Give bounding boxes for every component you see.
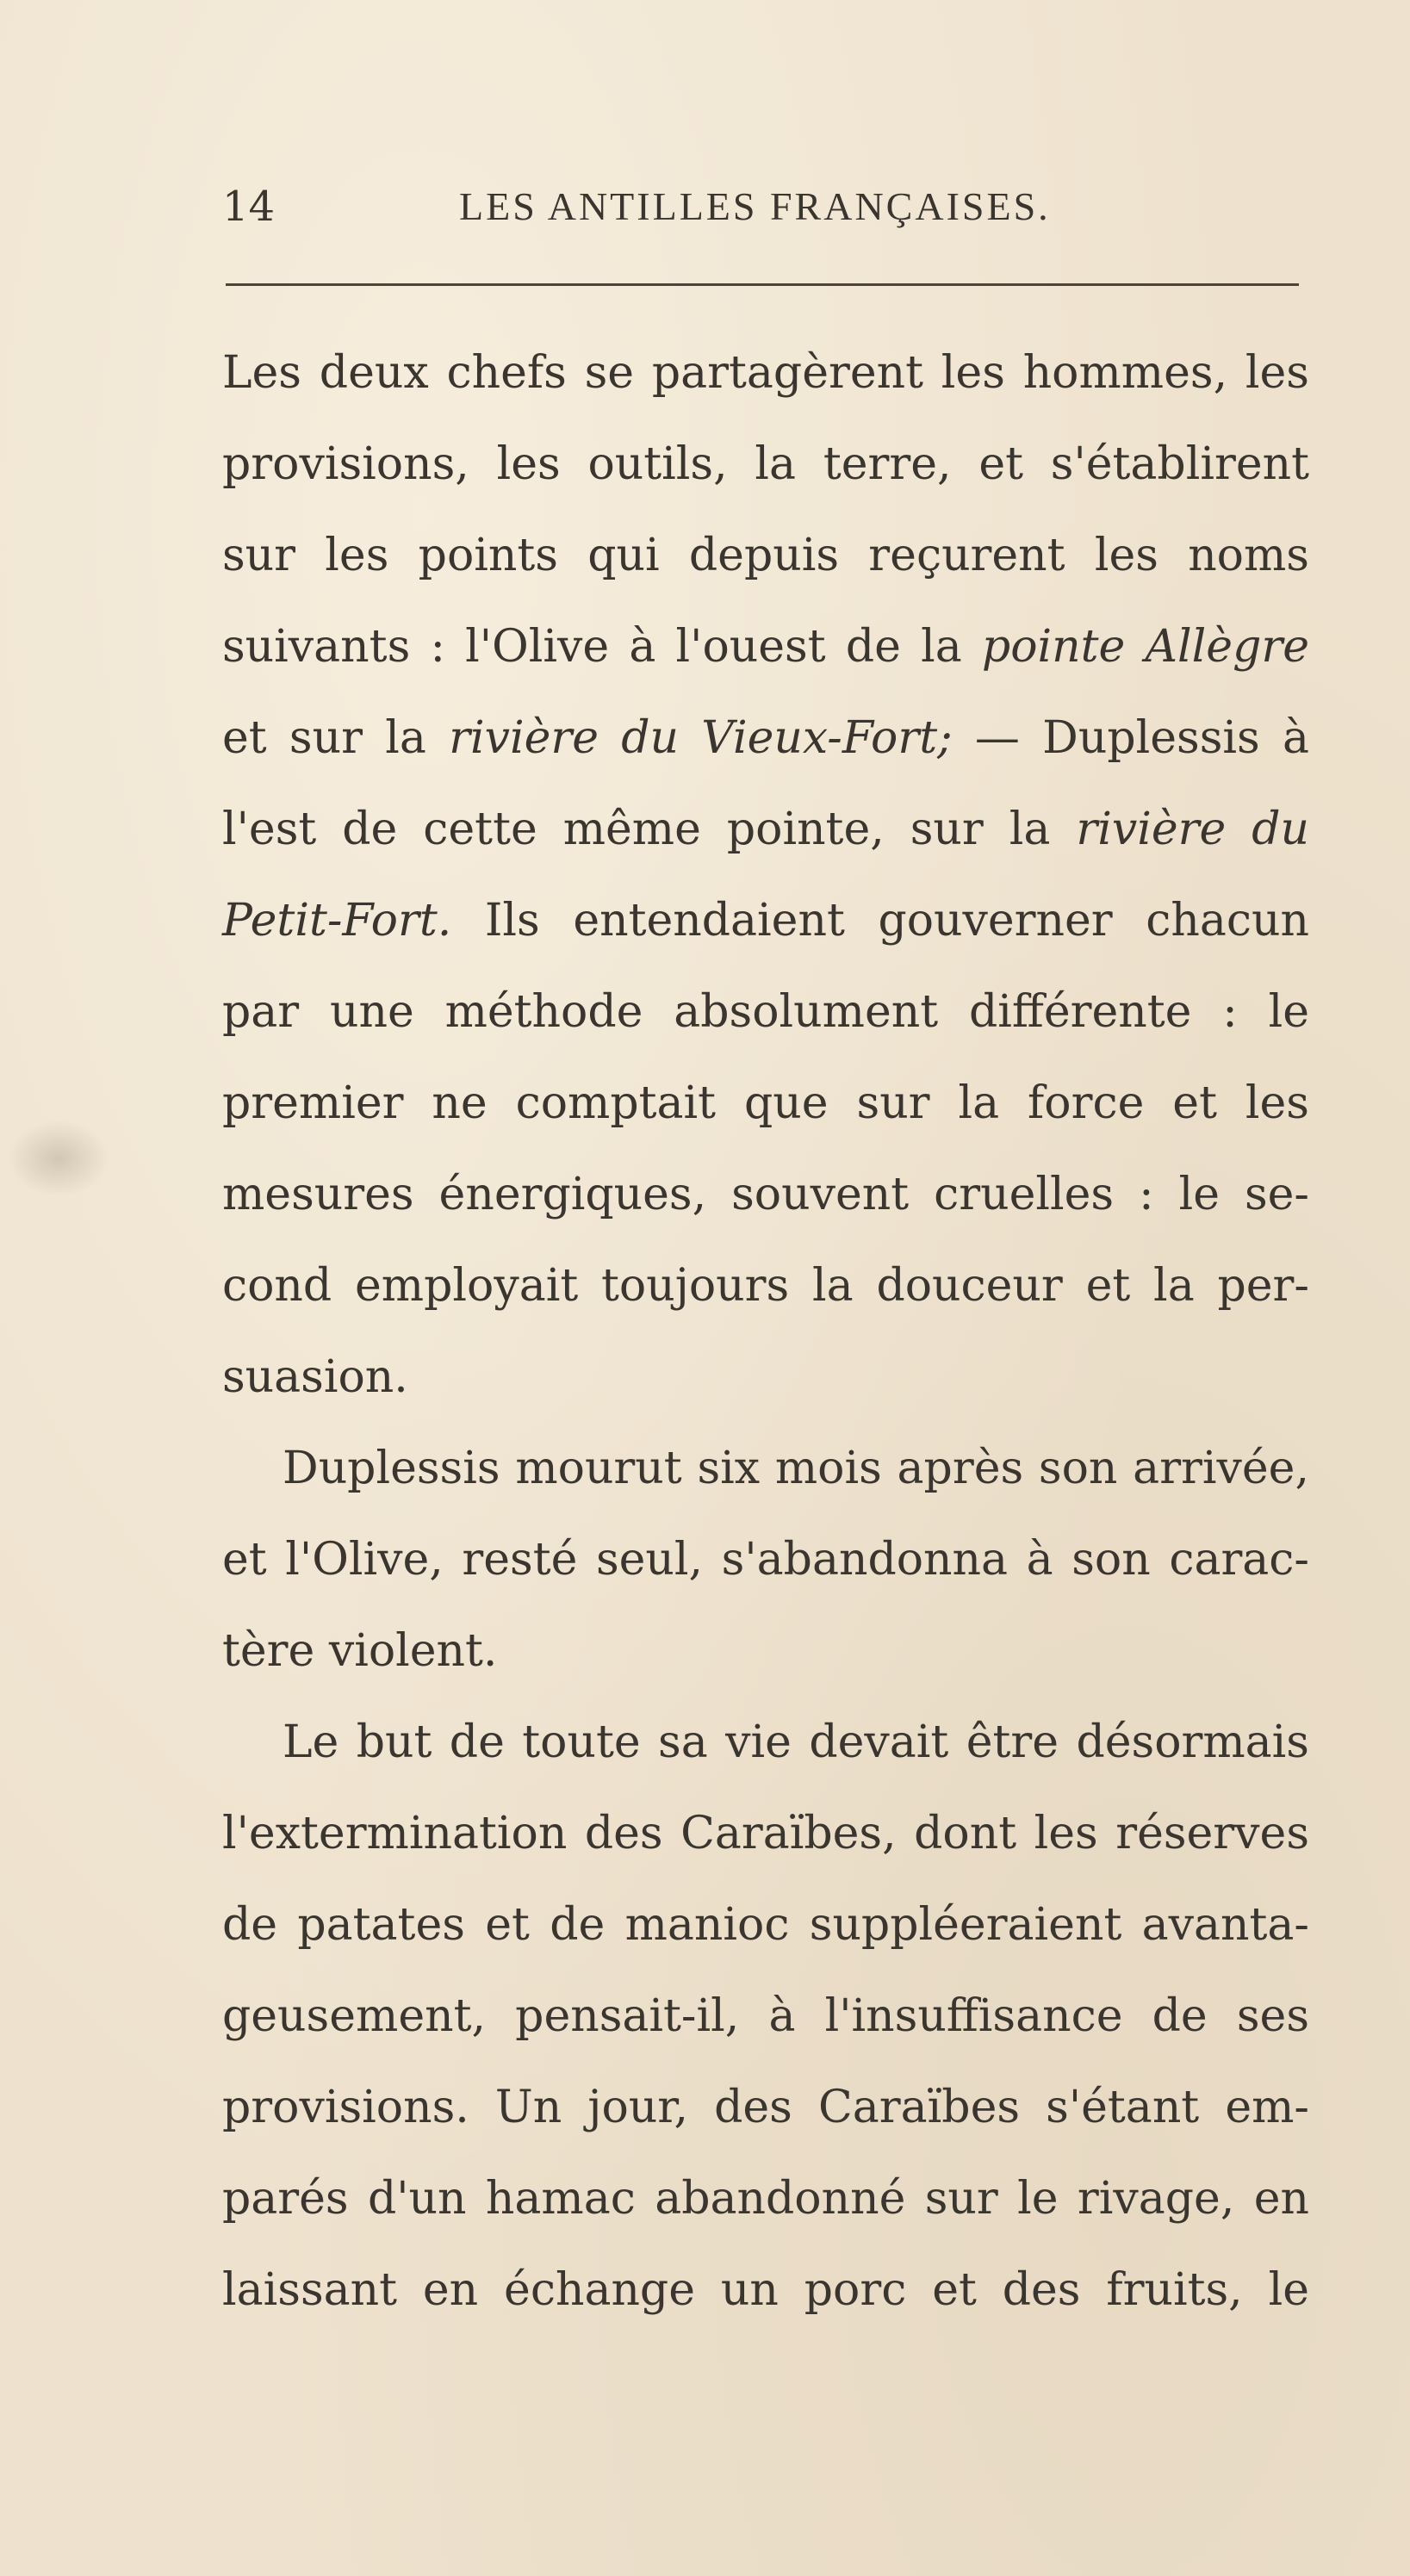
text-line [222,1058,1309,1149]
text-line [222,510,1309,601]
text-segment: Le but de toute sa vie devait être désormais [283,1716,1309,1768]
body-text [222,327,1309,2336]
page-number: 14 [222,183,276,231]
text-segment: par une méthode absolument différente : le [222,986,1309,1038]
text-segment: suivants : l'Olive à l'ouest de la [222,621,982,673]
text-line [222,1788,1309,1879]
text-line [222,692,1309,784]
italic-text: pointe Allègre [981,621,1309,673]
text-line [222,1697,1309,1788]
text-segment: suasion. [222,1351,408,1403]
text-segment: laissant en échange un porc et des fruits, le [222,2264,1309,2316]
text-segment: et sur la [222,712,450,764]
text-segment: l'extermination des Caraïbes, dont les réserves [222,1808,1309,1859]
text-segment: cond employait toujours la douceur et la per- [222,1260,1309,1312]
text-segment: de patates et de manioc suppléeraient avanta- [222,1899,1309,1951]
text-segment: mesures énergiques, souvent cruelles : le se- [222,1169,1309,1220]
text-line [222,2062,1309,2153]
text-segment: tère violent. [222,1625,498,1677]
text-segment: Les deux chefs se partagèrent les hommes, les [222,347,1309,399]
text-segment: parés d'un hamac abandonné sur le rivage, en [222,2173,1309,2225]
text-segment: l'est de cette même pointe, sur la [222,804,1077,855]
text-line [222,601,1309,692]
text-line [222,1331,1309,1423]
text-line [222,2244,1309,2336]
italic-text: rivière du [1076,804,1309,855]
text-line [222,784,1309,875]
italic-text: Petit-Fort. [222,895,452,947]
page-header [222,177,1299,237]
text-line [222,2153,1309,2244]
text-segment: sur les points qui depuis reçurent les noms [222,530,1309,581]
text-line [222,419,1309,510]
text-segment: Ils entendaient gouverner chacun [451,895,1309,947]
text-line [222,1149,1309,1240]
text-line [222,966,1309,1058]
paper-stain [7,1120,110,1197]
text-line [222,1605,1309,1697]
text-segment: provisions, les outils, la terre, et s'établirent [222,438,1309,490]
text-segment: geusement, pensait-il, à l'insuffisance de ses [222,1990,1309,2042]
text-segment: premier ne comptait que sur la force et les [222,1077,1309,1129]
text-line [222,1971,1309,2062]
text-segment: Duplessis mourut six mois après son arrivée, [283,1443,1309,1494]
header-rule [226,283,1299,286]
text-segment: — Duplessis à [952,712,1309,764]
text-line [222,1423,1309,1514]
text-line [222,327,1309,419]
text-segment: et l'Olive, resté seul, s'abandonna à son carac- [222,1534,1309,1586]
italic-text: rivière du Vieux-Fort; [449,712,953,764]
text-segment: provisions. Un jour, des Caraïbes s'étant em- [222,2082,1309,2133]
text-line [222,1879,1309,1971]
text-line [222,1240,1309,1331]
text-line [222,875,1309,966]
running-title: LES ANTILLES FRANÇAISES. [459,184,1051,228]
text-line [222,1514,1309,1605]
